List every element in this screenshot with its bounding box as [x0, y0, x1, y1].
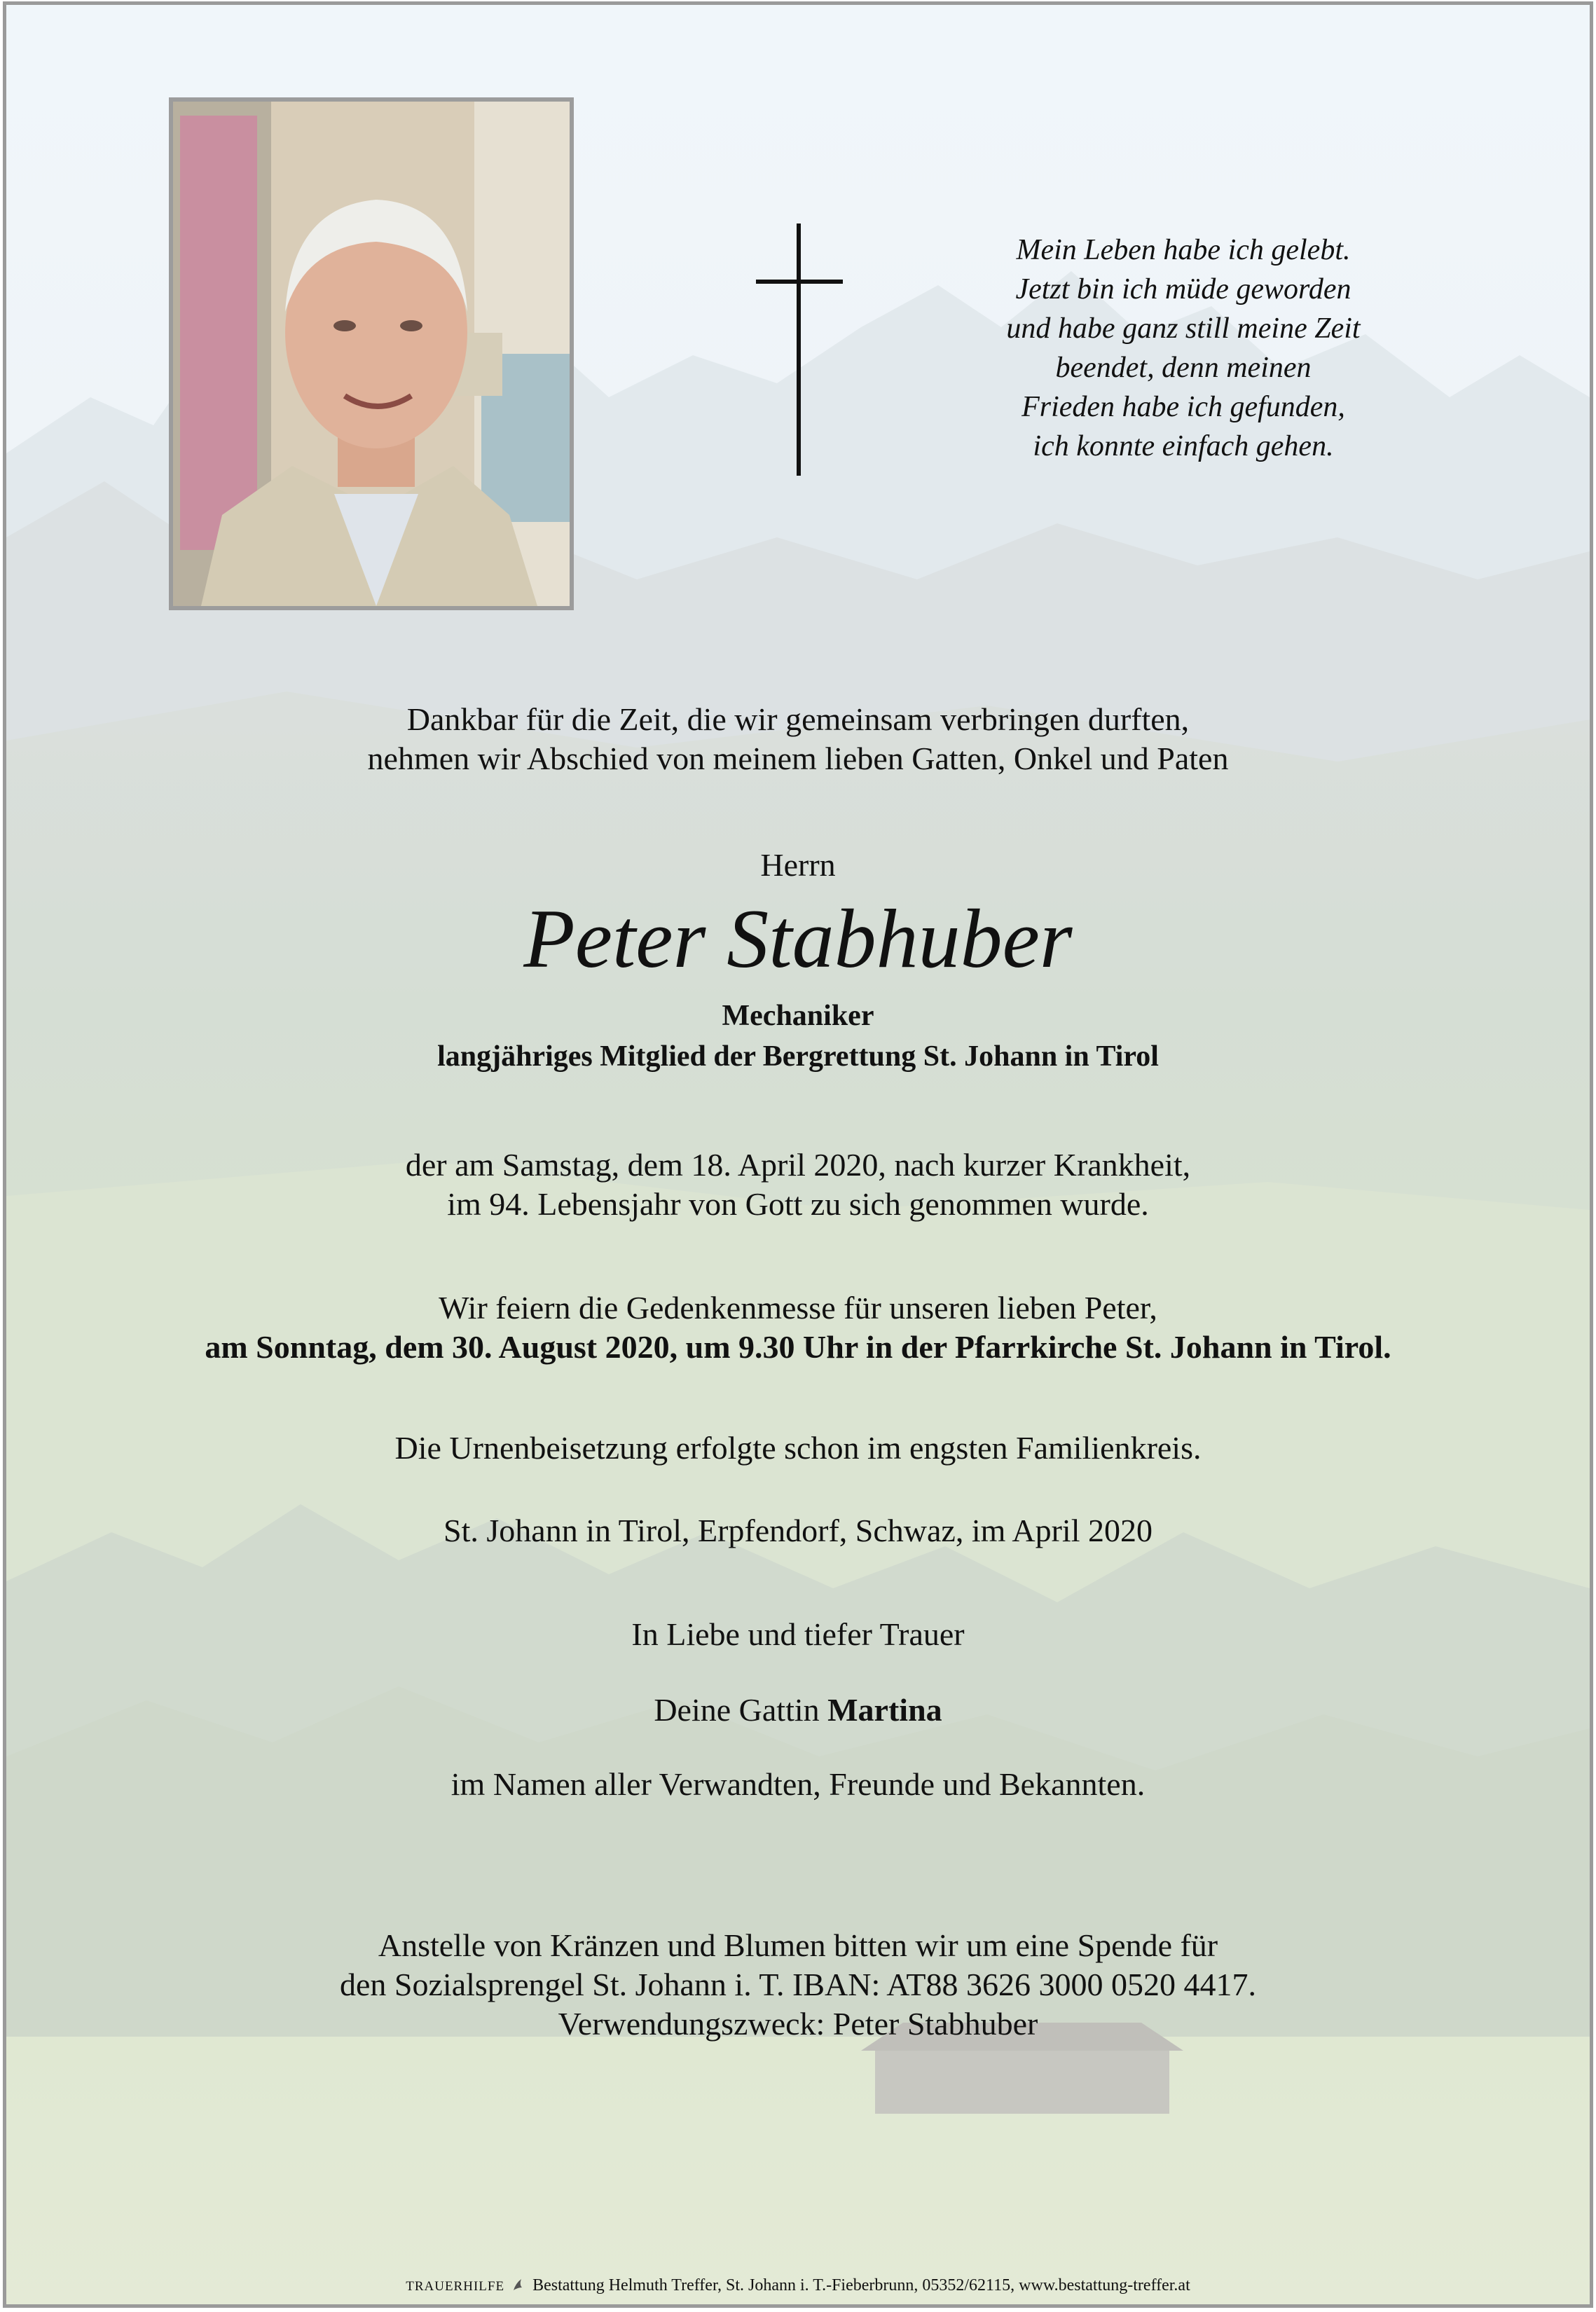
- relatives-line: im Namen aller Verwandten, Freunde und Bekannten.: [450, 1766, 1146, 1802]
- occupation: Mechaniker: [722, 1000, 874, 1032]
- trauerhilfe-logo-text: TRAUERHILFE: [406, 2279, 505, 2294]
- membership: langjähriges Mitglied der Bergrettung St. Johann in Tirol: [437, 1040, 1159, 1073]
- mourning-line: In Liebe und tiefer Trauer: [631, 1616, 965, 1652]
- intro-line: nehmen wir Abschied von meinem lieben Gatten, Onkel und Paten: [367, 741, 1229, 776]
- mass-details: am Sonntag, dem 30. August 2020, um 9.30 Uhr in der Pfarrkirche St. Johann in Tirol.: [205, 1329, 1391, 1365]
- cross-icon: [756, 223, 843, 476]
- death-notice-line: der am Samstag, dem 18. April 2020, nach kurzer Krankheit,: [405, 1147, 1191, 1183]
- donation-line: Anstelle von Kränzen und Blumen bitten wir um eine Spende für: [378, 1927, 1218, 1963]
- obituary-page: [3, 1, 1593, 2308]
- poem-line: Jetzt bin ich müde geworden: [1015, 273, 1351, 305]
- poem-line: beendet, denn meinen: [1055, 352, 1312, 384]
- website-link[interactable]: www.bestattung-treffer.at: [1019, 2276, 1190, 2294]
- dove-icon: [511, 2276, 524, 2293]
- salutation: Herrn: [760, 847, 836, 883]
- spouse-prefix: Deine Gattin: [654, 1692, 820, 1728]
- poem-line: ich konnte einfach gehen.: [1033, 430, 1334, 462]
- poem-line: Mein Leben habe ich gelebt.: [1016, 234, 1351, 266]
- portrait-photo: [169, 97, 574, 610]
- memorial-mass: [6, 1288, 1590, 1367]
- spouse-line: [6, 1691, 1590, 1730]
- mass-intro: Wir feiern die Gedenkenmesse für unseren lieben Peter,: [439, 1290, 1157, 1326]
- poem-line: und habe ganz still meine Zeit: [1006, 312, 1361, 345]
- deceased-details: [6, 996, 1590, 1077]
- intro-text: [6, 700, 1590, 778]
- footer: [6, 2275, 1590, 2297]
- deceased-name: Peter Stabhuber: [523, 892, 1073, 985]
- death-notice: [6, 1145, 1590, 1224]
- poem-line: Frieden habe ich gefunden,: [1021, 391, 1345, 423]
- donation-line: den Sozialsprengel St. Johann i. T. IBAN: AT88 3626 3000 0520 4417.: [340, 1967, 1256, 2002]
- donation-request: [6, 1926, 1590, 2044]
- memorial-poem: [973, 230, 1394, 466]
- funeral-home: Bestattung Helmuth Treffer, St. Johann i. T.-Fieberbrunn,: [532, 2276, 919, 2294]
- donation-line: Verwendungszweck: Peter Stabhuber: [558, 2006, 1038, 2042]
- phone-number: 05352/62115,: [922, 2276, 1015, 2294]
- intro-line: Dankbar für die Zeit, die wir gemeinsam verbringen durften,: [406, 701, 1190, 737]
- spouse-name: Martina: [827, 1692, 942, 1728]
- burial-note: Die Urnenbeisetzung erfolgte schon im engsten Familienkreis.: [394, 1430, 1202, 1466]
- death-notice-line: im 94. Lebensjahr von Gott zu sich genommen wurde.: [447, 1186, 1149, 1222]
- place-date: St. Johann in Tirol, Erpfendorf, Schwaz, im April 2020: [443, 1513, 1153, 1548]
